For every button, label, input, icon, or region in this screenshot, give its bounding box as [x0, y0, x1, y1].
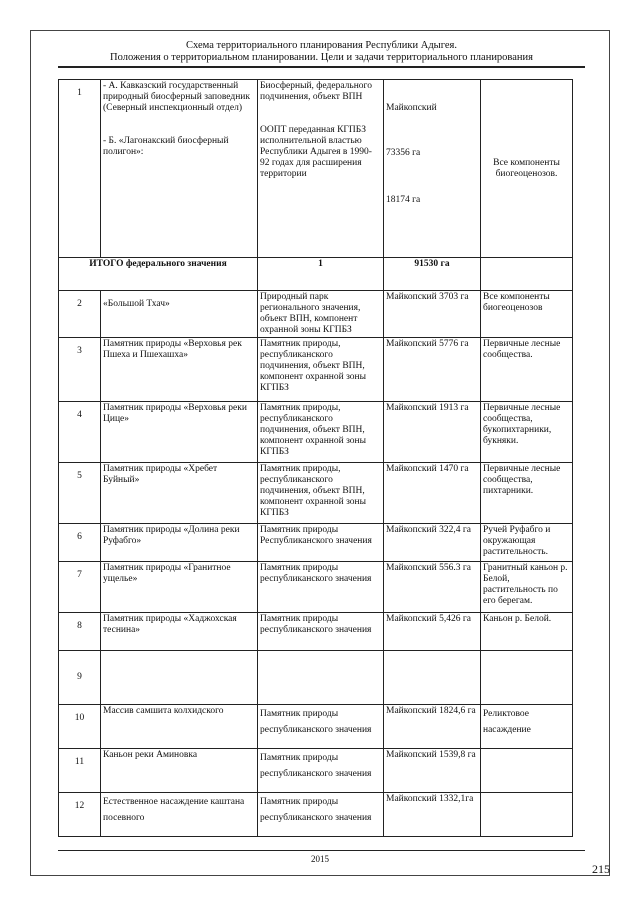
- type-cell: Памятник природы республиканского значения: [258, 562, 384, 613]
- table-row: [59, 402, 573, 463]
- area-cell: Майкопский 1332,1га: [384, 793, 481, 837]
- name-cell: Памятник природы «Хребет Буйный»: [101, 463, 258, 524]
- name-cell: Каньон реки Аминовка: [101, 749, 258, 793]
- table-row: [59, 562, 573, 613]
- row-number: 12: [59, 793, 101, 837]
- area-cell: Майкопский 5776 га: [384, 338, 481, 402]
- object-cell: Ручей Руфабго и окружающая растительность.: [481, 524, 573, 562]
- row-number: 10: [59, 705, 101, 749]
- table-row: [59, 651, 573, 705]
- row-number: 6: [59, 524, 101, 562]
- area-cell: Майкопский 1470 га: [384, 463, 481, 524]
- table-row: [59, 705, 573, 749]
- name-cell: [101, 651, 258, 705]
- total-area: 91530 га: [384, 258, 481, 291]
- name-cell: Памятник природы «Долина реки Руфабго»: [101, 524, 258, 562]
- table-row: [59, 749, 573, 793]
- protected-areas-table: [58, 79, 573, 837]
- name-cell: Памятник природы «Верховья рек Пшеха и Пшехашха»: [101, 338, 258, 402]
- object-cell: Каньон р. Белой.: [481, 613, 573, 651]
- area-cell: Майкопский 1913 га: [384, 402, 481, 463]
- row-number: 7: [59, 562, 101, 613]
- name-a: - А. Кавказский государственный природный биосферный заповедник (Северный инспекционный отдел): [103, 81, 251, 113]
- row-number: 4: [59, 402, 101, 463]
- name-cell: Памятник природы «Хаджохская теснина»: [101, 613, 258, 651]
- object-cell: Все компоненты биогеоценозов.: [481, 80, 573, 258]
- name-b: - Б. «Лагонакский биосферный полигон»:: [103, 136, 229, 157]
- total-empty: [481, 258, 573, 291]
- name-cell: «Большой Тхач»: [101, 291, 258, 338]
- header-rule: [58, 66, 585, 68]
- area-cell: Майкопский 5,426 га: [384, 613, 481, 651]
- area-district: Майкопский: [386, 103, 437, 113]
- type-cell: Памятник природы, республиканского подчинения, объект ВПН, компонент охранной зоны КГПБЗ: [258, 402, 384, 463]
- name-cell: Массив самшита колхидского: [101, 705, 258, 749]
- type-cell: Памятник природы республиканского значения: [258, 749, 384, 793]
- area-cell: Майкопский 3703 га: [384, 291, 481, 338]
- area-cell: [384, 80, 481, 258]
- row-number: 8: [59, 613, 101, 651]
- area-cell: Майкопский 322,4 га: [384, 524, 481, 562]
- type-cell: Памятник природы республиканского значения: [258, 793, 384, 837]
- object-cell: [481, 749, 573, 793]
- object-cell: Первичные лесные сообщества, пихтарники.: [481, 463, 573, 524]
- table-row: [59, 338, 573, 402]
- object-cell: Первичные лесные сообщества, букопихтарники, букняки.: [481, 402, 573, 463]
- table-row: [59, 613, 573, 651]
- page-number: 215: [592, 862, 610, 876]
- area-a: 73356 га: [386, 148, 421, 158]
- row-number: 1: [59, 80, 101, 258]
- table-row: [59, 463, 573, 524]
- row-number: 2: [59, 291, 101, 338]
- table-row: [59, 80, 573, 258]
- row-number: 11: [59, 749, 101, 793]
- object-cell: [481, 793, 573, 837]
- type-cell: Памятник природы республиканского значения: [258, 705, 384, 749]
- type-cell: Памятник природы, республиканского подчинения, объект ВПН, компонент охранной зоны КГПБЗ: [258, 463, 384, 524]
- object-cell: Реликтовое насаждение: [481, 705, 573, 749]
- row-number: 5: [59, 463, 101, 524]
- type-cell: [258, 651, 384, 705]
- type-cell: Памятник природы Республиканского значения: [258, 524, 384, 562]
- table-row: [59, 291, 573, 338]
- type-a: Биосферный, федерального подчинения, объект ВПН: [260, 81, 372, 102]
- row-number: 9: [59, 651, 101, 705]
- type-cell: Природный парк регионального значения, объект ВПН, компонент охранной зоны КГПБЗ: [258, 291, 384, 338]
- total-count: 1: [258, 258, 384, 291]
- area-cell: Майкопский 1824,6 га: [384, 705, 481, 749]
- area-cell: Майкопский 1539,8 га: [384, 749, 481, 793]
- type-cell: Памятник природы, республиканского подчинения, объект ВПН, компонент охранной зоны КГПБЗ: [258, 338, 384, 402]
- name-cell: Естественное насаждение каштана посевного: [101, 793, 258, 837]
- type-cell: Памятник природы республиканского значения: [258, 613, 384, 651]
- object-cell: Гранитный каньон р. Белой, растительность по его берегам.: [481, 562, 573, 613]
- object-cell: Первичные лесные сообщества.: [481, 338, 573, 402]
- row-number: 3: [59, 338, 101, 402]
- name-cell: Памятник природы «Верховья реки Цице»: [101, 402, 258, 463]
- name-cell: [101, 80, 258, 258]
- object-cell: [481, 651, 573, 705]
- header-title: Схема территориального планирования Республики Адыгея.: [185, 40, 457, 51]
- table-row: [59, 524, 573, 562]
- object-cell: Все компоненты биогеоценозов: [481, 291, 573, 338]
- footer-rule: [58, 850, 585, 851]
- total-row: [59, 258, 573, 291]
- area-b: 18174 га: [386, 195, 421, 205]
- page-header: [58, 40, 585, 64]
- area-cell: [384, 651, 481, 705]
- type-b: ООПТ переданная КГПБЗ исполнительной властью Республики Адыгея в 1990-92 годах для расширения территории: [260, 125, 372, 179]
- type-cell: [258, 80, 384, 258]
- header-subtitle: Положения о территориальном планировании. Цели и задачи территориального планирования: [110, 52, 533, 63]
- footer-year: 2015: [311, 854, 329, 864]
- table-row: [59, 793, 573, 837]
- area-cell: Майкопский 556.3 га: [384, 562, 481, 613]
- name-cell: Памятник природы «Гранитное ущелье»: [101, 562, 258, 613]
- total-label: ИТОГО федерального значения: [59, 258, 258, 291]
